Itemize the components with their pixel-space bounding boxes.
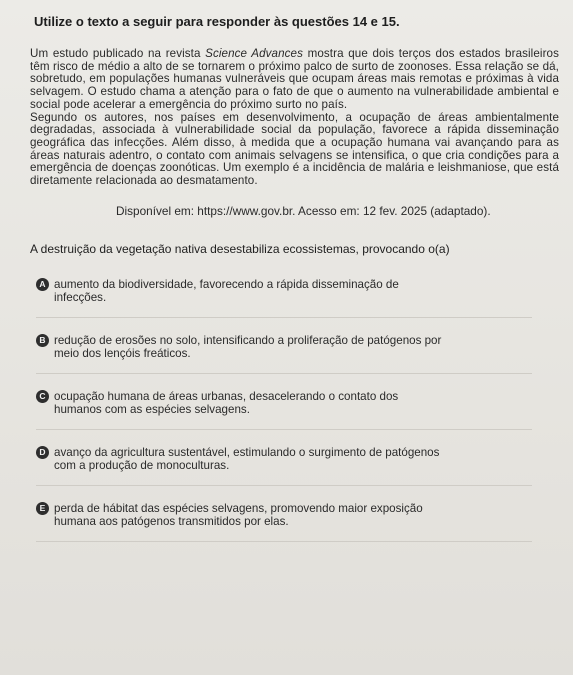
option-c-line2: humanos com as espécies selvagens.: [54, 403, 250, 417]
option-d-line1: avanço da agricultura sustentável, estimulando o surgimento de patógenos: [54, 445, 440, 459]
text-paragraph-1: [30, 48, 559, 112]
option-e-letter-badge: E: [36, 502, 49, 515]
option-a-line2: infecções.: [54, 291, 107, 305]
source-citation: Disponível em: https://www.gov.br. Acesso em: 12 fev. 2025 (adaptado).: [116, 203, 491, 218]
option-b-line2: meio dos lençóis freáticos.: [54, 347, 191, 361]
option-d-text: [54, 446, 439, 473]
option-b-line1: redução de erosões no solo, intensificando a proliferação de patógenos por: [54, 333, 442, 347]
option-c-text: [54, 390, 398, 417]
option-a-letter-badge: A: [36, 278, 49, 291]
option-d-line2: com a produção de monoculturas.: [54, 459, 230, 473]
instruction-heading: Utilize o texto a seguir para responder às questões 14 e 15.: [34, 14, 400, 29]
p1-pre: Um estudo publicado na revista: [30, 47, 206, 60]
option-c-line1: ocupação humana de áreas urbanas, desacelerando o contato dos: [54, 389, 399, 403]
option-c-letter-badge: C: [36, 390, 49, 403]
option-b[interactable]: [36, 326, 532, 374]
option-e-line1: perda de hábitat das espécies selvagens, promovendo maior exposição: [54, 501, 423, 515]
option-a-line1: aumento da biodiversidade, favorecendo a rápida disseminação de: [54, 277, 399, 291]
option-b-text: [54, 334, 441, 361]
text-paragraph-2: Segundo os autores, nos países em desenvolvimento, a ocupação de áreas ambientalmente degradadas, associada à vulnerabilidade social da população, favorece a rápida disseminação geográfica das infecções. Além disso, à medida que a ocupação humana vai avançando para as áreas naturais adentro, o contato com animais selvagens se intensifica, o que cria condições para a emergência de doenças zoonóticas. Um exemplo é a incidência de malária e leishmaniose, que está diretamente relacionada ao desmatamento.: [30, 110, 559, 188]
option-a[interactable]: [36, 270, 532, 318]
option-e-text: [54, 502, 423, 529]
question-stem: A destruição da vegetação nativa desestabiliza ecossistemas, provocando o(a): [30, 241, 450, 256]
option-b-letter-badge: B: [36, 334, 49, 347]
options-list: [30, 270, 559, 542]
option-e[interactable]: [36, 494, 532, 542]
option-c[interactable]: [36, 382, 532, 430]
option-a-text: [54, 278, 399, 305]
option-d-letter-badge: D: [36, 446, 49, 459]
option-d[interactable]: [36, 438, 532, 486]
p1-post: mostra que dois terços dos estados brasileiros têm risco de médio a alto de se tornarem o próximo palco de surto de zoonoses. Essa relação se dá, sobretudo, em populações humanas vulneráveis que ocupam áreas mais remotas e próximas à vida selvagem. O estudo chama a atenção para o fato de que o aumento na vulnerabilidade ambiental e social pode acelerar a emergência do próximo surto no país.: [30, 47, 559, 111]
journal-name: Science Advances: [205, 47, 303, 60]
option-e-line2: humana aos patógenos transmitidos por elas.: [54, 515, 289, 529]
